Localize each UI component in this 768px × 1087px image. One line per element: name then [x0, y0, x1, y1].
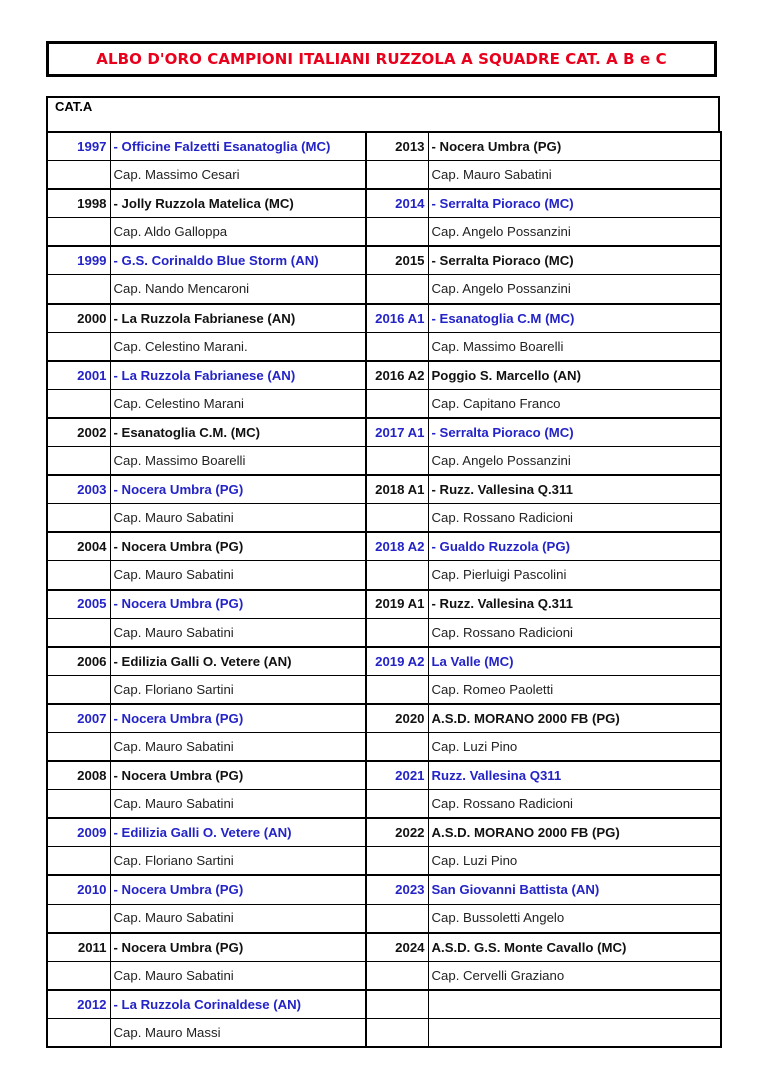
left-team: - La Ruzzola Corinaldese (AN) [110, 990, 366, 1019]
right-year: 2016 A1 [366, 304, 428, 333]
category-header [46, 96, 720, 132]
left-year: 2006 [47, 647, 110, 676]
champions-table [46, 131, 722, 1048]
left-captain: Cap. Celestino Marani. [110, 332, 366, 361]
left-year: 2004 [47, 532, 110, 561]
champion-row [47, 475, 721, 504]
left-year-blank [47, 389, 110, 418]
captain-row [47, 447, 721, 476]
right-team: - Nocera Umbra (PG) [428, 132, 721, 161]
right-year: 2018 A2 [366, 532, 428, 561]
right-year: 2023 [366, 875, 428, 904]
champion-row [47, 304, 721, 333]
captain-row [47, 1018, 721, 1047]
right-year: 2022 [366, 818, 428, 847]
left-captain: Cap. Mauro Sabatini [110, 961, 366, 990]
left-year: 2007 [47, 704, 110, 733]
right-year: 2016 A2 [366, 361, 428, 390]
captain-row [47, 561, 721, 590]
left-captain: Cap. Massimo Cesari [110, 161, 366, 190]
right-year-blank [366, 275, 428, 304]
left-team: - Nocera Umbra (PG) [110, 475, 366, 504]
right-captain: Cap. Angelo Possanzini [428, 447, 721, 476]
right-team: - Serralta Pioraco (MC) [428, 246, 721, 275]
champions-table-body [47, 132, 721, 1047]
captain-row [47, 504, 721, 533]
right-captain: Cap. Rossano Radicioni [428, 504, 721, 533]
champion-row [47, 818, 721, 847]
left-team: - Nocera Umbra (PG) [110, 532, 366, 561]
left-team: - Nocera Umbra (PG) [110, 875, 366, 904]
left-year-blank [47, 904, 110, 933]
right-captain: Cap. Luzi Pino [428, 847, 721, 876]
right-year-blank [366, 847, 428, 876]
right-team: - Esanatoglia C.M (MC) [428, 304, 721, 333]
right-captain: Cap. Angelo Possanzini [428, 275, 721, 304]
right-captain: Cap. Angelo Possanzini [428, 218, 721, 247]
captain-row [47, 675, 721, 704]
champion-row [47, 875, 721, 904]
right-year-blank [366, 1018, 428, 1047]
left-year-blank [47, 275, 110, 304]
captain-row [47, 618, 721, 647]
left-captain: Cap. Floriano Sartini [110, 847, 366, 876]
right-year-blank [366, 447, 428, 476]
champion-row [47, 132, 721, 161]
left-year: 2011 [47, 933, 110, 962]
right-captain: Cap. Bussoletti Angelo [428, 904, 721, 933]
left-year-blank [47, 675, 110, 704]
champion-row [47, 189, 721, 218]
left-year-blank [47, 790, 110, 819]
captain-row [47, 732, 721, 761]
right-captain: Cap. Luzi Pino [428, 732, 721, 761]
champion-row [47, 361, 721, 390]
right-year-blank [366, 904, 428, 933]
right-year: 2017 A1 [366, 418, 428, 447]
left-year: 2005 [47, 590, 110, 619]
captain-row [47, 332, 721, 361]
right-team: - Gualdo Ruzzola (PG) [428, 532, 721, 561]
right-team: - Serralta Pioraco (MC) [428, 418, 721, 447]
right-team [428, 990, 721, 1019]
right-team: La Valle (MC) [428, 647, 721, 676]
left-year-blank [47, 218, 110, 247]
right-captain: Cap. Rossano Radicioni [428, 790, 721, 819]
left-year: 1998 [47, 189, 110, 218]
left-year: 2012 [47, 990, 110, 1019]
left-year-blank [47, 618, 110, 647]
left-team: - Nocera Umbra (PG) [110, 704, 366, 733]
right-team: A.S.D. MORANO 2000 FB (PG) [428, 704, 721, 733]
captain-row [47, 389, 721, 418]
right-year-blank [366, 675, 428, 704]
right-captain: Cap. Massimo Boarelli [428, 332, 721, 361]
left-team: - Officine Falzetti Esanatoglia (MC) [110, 132, 366, 161]
left-year-blank [47, 1018, 110, 1047]
right-captain: Cap. Cervelli Graziano [428, 961, 721, 990]
right-captain: Cap. Romeo Paoletti [428, 675, 721, 704]
left-year: 2003 [47, 475, 110, 504]
captain-row [47, 904, 721, 933]
left-captain: Cap. Mauro Sabatini [110, 732, 366, 761]
right-year: 2018 A1 [366, 475, 428, 504]
right-captain: Cap. Capitano Franco [428, 389, 721, 418]
left-year-blank [47, 561, 110, 590]
right-year: 2024 [366, 933, 428, 962]
right-year-blank [366, 504, 428, 533]
right-team: A.S.D. MORANO 2000 FB (PG) [428, 818, 721, 847]
right-year-blank [366, 161, 428, 190]
right-year-blank [366, 618, 428, 647]
left-captain: Cap. Mauro Sabatini [110, 904, 366, 933]
champion-row [47, 418, 721, 447]
right-year: 2013 [366, 132, 428, 161]
left-team: - Nocera Umbra (PG) [110, 761, 366, 790]
champion-row [47, 761, 721, 790]
captain-row [47, 847, 721, 876]
left-captain: Cap. Mauro Massi [110, 1018, 366, 1047]
left-captain: Cap. Celestino Marani [110, 389, 366, 418]
right-team: - Serralta Pioraco (MC) [428, 189, 721, 218]
right-year [366, 990, 428, 1019]
right-year-blank [366, 961, 428, 990]
champion-row [47, 590, 721, 619]
champion-row [47, 990, 721, 1019]
right-team: Poggio S. Marcello (AN) [428, 361, 721, 390]
left-year: 1997 [47, 132, 110, 161]
left-team: - Jolly Ruzzola Matelica (MC) [110, 189, 366, 218]
left-year-blank [47, 332, 110, 361]
right-year: 2021 [366, 761, 428, 790]
left-year-blank [47, 447, 110, 476]
left-captain: Cap. Nando Mencaroni [110, 275, 366, 304]
left-year-blank [47, 504, 110, 533]
champion-row [47, 704, 721, 733]
category-label: CAT.A [55, 99, 93, 114]
champion-row [47, 532, 721, 561]
right-team: - Ruzz. Vallesina Q.311 [428, 590, 721, 619]
left-team: - Nocera Umbra (PG) [110, 590, 366, 619]
right-team: - Ruzz. Vallesina Q.311 [428, 475, 721, 504]
left-year-blank [47, 961, 110, 990]
page-title: ALBO D'ORO CAMPIONI ITALIANI RUZZOLA A SQUADRE CAT. A B e C [96, 50, 667, 68]
left-year: 2001 [47, 361, 110, 390]
right-year: 2019 A2 [366, 647, 428, 676]
right-year-blank [366, 389, 428, 418]
captain-row [47, 275, 721, 304]
right-captain [428, 1018, 721, 1047]
left-captain: Cap. Mauro Sabatini [110, 561, 366, 590]
champion-row [47, 246, 721, 275]
left-year: 2009 [47, 818, 110, 847]
right-captain: Cap. Pierluigi Pascolini [428, 561, 721, 590]
champion-row [47, 647, 721, 676]
left-team: - Nocera Umbra (PG) [110, 933, 366, 962]
left-year: 1999 [47, 246, 110, 275]
right-year: 2019 A1 [366, 590, 428, 619]
right-year-blank [366, 790, 428, 819]
left-captain: Cap. Aldo Galloppa [110, 218, 366, 247]
left-team: - Edilizia Galli O. Vetere (AN) [110, 647, 366, 676]
left-year-blank [47, 161, 110, 190]
left-captain: Cap. Massimo Boarelli [110, 447, 366, 476]
captain-row [47, 790, 721, 819]
champion-row [47, 933, 721, 962]
left-team: - La Ruzzola Fabrianese (AN) [110, 361, 366, 390]
right-year-blank [366, 218, 428, 247]
right-year-blank [366, 332, 428, 361]
left-year: 2008 [47, 761, 110, 790]
right-team: Ruzz. Vallesina Q311 [428, 761, 721, 790]
captain-row [47, 218, 721, 247]
right-captain: Cap. Mauro Sabatini [428, 161, 721, 190]
left-captain: Cap. Floriano Sartini [110, 675, 366, 704]
left-team: - La Ruzzola Fabrianese (AN) [110, 304, 366, 333]
left-captain: Cap. Mauro Sabatini [110, 618, 366, 647]
left-team: - Esanatoglia C.M. (MC) [110, 418, 366, 447]
right-team: San Giovanni Battista (AN) [428, 875, 721, 904]
left-year: 2000 [47, 304, 110, 333]
right-captain: Cap. Rossano Radicioni [428, 618, 721, 647]
right-year-blank [366, 561, 428, 590]
left-year-blank [47, 847, 110, 876]
left-captain: Cap. Mauro Sabatini [110, 504, 366, 533]
left-team: - Edilizia Galli O. Vetere (AN) [110, 818, 366, 847]
title-box [46, 41, 717, 77]
right-year-blank [366, 732, 428, 761]
left-team: - G.S. Corinaldo Blue Storm (AN) [110, 246, 366, 275]
captain-row [47, 961, 721, 990]
right-team: A.S.D. G.S. Monte Cavallo (MC) [428, 933, 721, 962]
captain-row [47, 161, 721, 190]
left-year: 2010 [47, 875, 110, 904]
right-year: 2015 [366, 246, 428, 275]
right-year: 2014 [366, 189, 428, 218]
left-year: 2002 [47, 418, 110, 447]
left-year-blank [47, 732, 110, 761]
right-year: 2020 [366, 704, 428, 733]
left-captain: Cap. Mauro Sabatini [110, 790, 366, 819]
